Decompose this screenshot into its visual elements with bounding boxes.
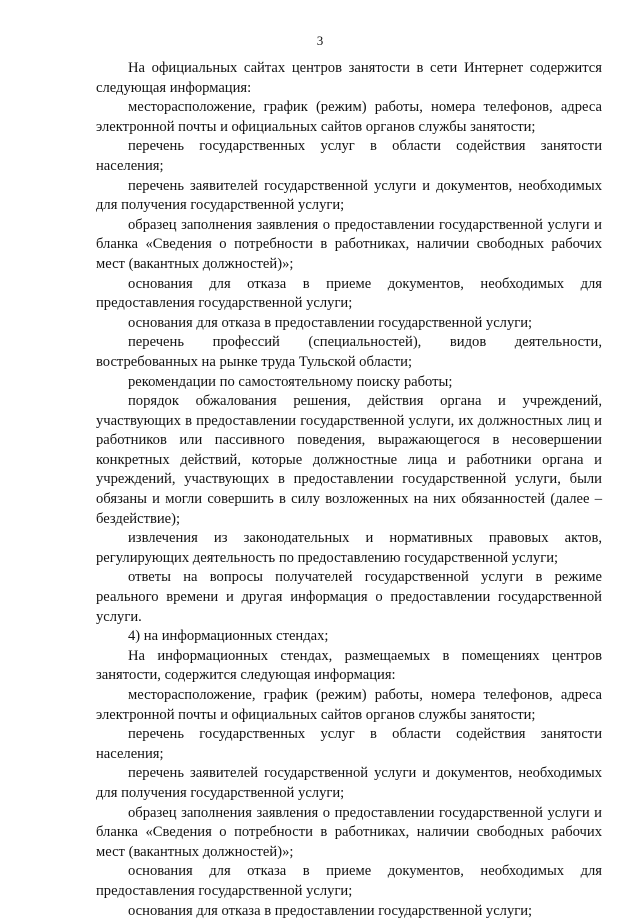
document-body bbox=[96, 59, 602, 921]
paragraph: перечень государственных услуг в области содействия занятости населения; bbox=[96, 726, 602, 762]
paragraph: извлечения из законодательных и нормативных правовых актов, регулирующих деятельность по предоставлению государственной услуги; bbox=[96, 530, 602, 566]
paragraph: рекомендации по самостоятельному поиску работы; bbox=[128, 373, 453, 390]
paragraph: перечень заявителей государственной услуги и документов, необходимых для получения государственной услуги; bbox=[96, 765, 602, 801]
paragraph: На официальных сайтах центров занятости в сети Интернет содержится следующая информация: bbox=[96, 60, 602, 96]
paragraph: месторасположение, график (режим) работы, номера телефонов, адреса электронной почты и официальных сайтов органов службы занятости; bbox=[96, 687, 602, 723]
paragraph: образец заполнения заявления о предоставлении государственной услуги и бланка «Сведения о потребности в работниках, наличии свободных рабочих мест (вакантных должностей)»; bbox=[96, 804, 602, 860]
paragraph: основания для отказа в приеме документов, необходимых для предоставления государственной услуги; bbox=[96, 863, 602, 899]
paragraph: порядок обжалования решения, действия органа и учреждений, участвующих в предоставлении государственной услуги, их должностных лиц и работников или пассивного поведения, выражающегося в несовершении конкретных действий, которые должностные лица и работники органа и учреждений, участвующих в предоставлении государственной услуги, были обязаны и могли совершить в силу возложенных на них обязанностей (далее – бездействие); bbox=[96, 393, 602, 527]
paragraph: 4) на информационных стендах; bbox=[128, 628, 329, 645]
paragraph: образец заполнения заявления о предоставлении государственной услуги и бланка «Сведения о потребности в работниках, наличии свободных рабочих мест (вакантных должностей)»; bbox=[96, 216, 602, 272]
paragraph: перечень профессий (специальностей), видов деятельности, востребованных на рынке труда Тульской области; bbox=[96, 334, 602, 370]
paragraph: перечень государственных услуг в области содействия занятости населения; bbox=[96, 138, 602, 174]
paragraph: На информационных стендах, размещаемых в помещениях центров занятости, содержится следующая информация: bbox=[96, 647, 602, 684]
paragraph: основания для отказа в предоставлении государственной услуги; bbox=[128, 314, 533, 331]
paragraph: ответы на вопросы получателей государственной услуги в режиме реального времени и другая информация о предоставлении государственной услуги. bbox=[96, 569, 602, 625]
paragraph: месторасположение, график (режим) работы, номера телефонов, адреса электронной почты и официальных сайтов органов службы занятости; bbox=[96, 99, 602, 135]
page-number: 3 bbox=[316, 33, 324, 48]
paragraph: основания для отказа в предоставлении государственной услуги; bbox=[128, 902, 533, 919]
paragraph: основания для отказа в приеме документов, необходимых для предоставления государственной услуги; bbox=[96, 275, 602, 312]
paragraph: перечень заявителей государственной услуги и документов, необходимых для получения государственной услуги; bbox=[96, 177, 602, 214]
